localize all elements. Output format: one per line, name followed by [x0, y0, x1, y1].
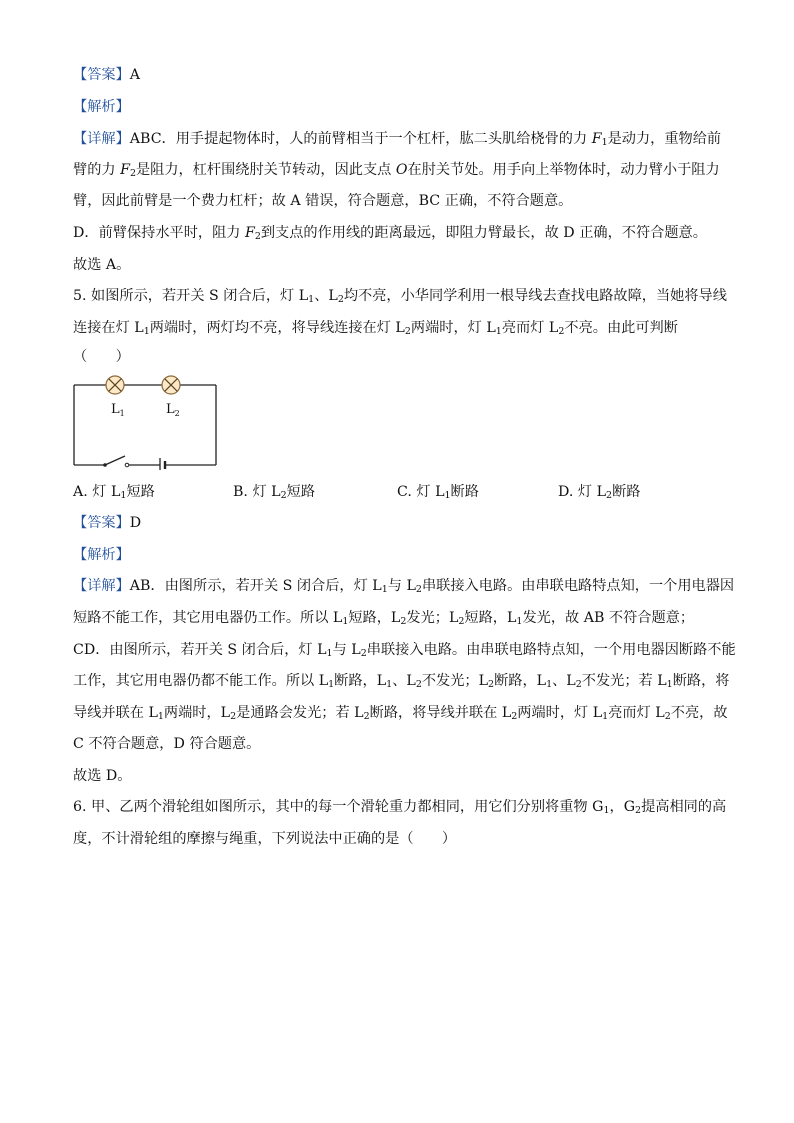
subscript: 2: [488, 679, 495, 690]
detail2-line-5: [73, 703, 728, 723]
answer-line-2: [73, 513, 723, 533]
subscript: 1: [602, 711, 609, 722]
text: 到支点的作用线的距离最远，即阻力臂最长，故 D 正确，不符合题意。: [260, 225, 707, 241]
switch-pivot: [103, 463, 107, 467]
lamp-l1-label: $L_1$: [111, 402, 125, 418]
option-b[interactable]: [233, 482, 315, 502]
subscript: 1: [495, 326, 502, 337]
question-6-line-2: 度，不计滑轮组的摩擦与绳重，下列说法中正确的是（ ）: [73, 831, 457, 847]
text: 不亮。由此可判断: [564, 320, 678, 336]
text: 短路，L: [464, 610, 517, 626]
text: 连接在灯 L: [73, 320, 144, 336]
text: 两端时，灯 L: [410, 320, 496, 336]
text: 、L: [314, 288, 338, 304]
text: 工作，其它用电器仍都不能工作。所以 L: [73, 673, 329, 689]
switch-contact: [125, 463, 129, 467]
text: 断路，将: [672, 673, 730, 689]
text: ，G: [609, 799, 636, 815]
subscript: 1: [546, 679, 553, 690]
text: 在肘关节处。用手向上举物体时，动力臂小于阻力: [407, 162, 720, 178]
subscript: 1: [603, 805, 610, 816]
switch-blade: [105, 456, 125, 465]
text: 提高相同的高: [641, 799, 727, 815]
conclusion-2: 故选 D。: [73, 768, 132, 784]
text: 断路，将导线并联在 L: [369, 705, 512, 721]
text: 两端时，两灯均不亮，将导线连接在灯 L: [149, 320, 405, 336]
text: ABC．用手提起物体时，人的前臂相当于一个杠杆，肱二头肌给桡骨的力: [129, 131, 592, 147]
text: 臂的力: [73, 162, 121, 178]
detail-line-1: [73, 129, 723, 149]
text: 亮而灯 L: [501, 320, 559, 336]
subscript: 1: [444, 490, 451, 501]
subscript: 2: [360, 648, 367, 659]
subscript: 1: [381, 584, 388, 595]
subscript: 2: [129, 168, 136, 179]
subscript: 2: [400, 616, 407, 627]
analysis-tag-2: [73, 545, 723, 565]
subscript: 2: [558, 326, 565, 337]
subscript: 1: [120, 490, 127, 501]
subscript: 1: [342, 616, 349, 627]
detail2-line-2: [73, 608, 723, 628]
text: 与 L: [332, 642, 361, 658]
analysis-tag-text: 【解析】: [73, 99, 130, 115]
text: 、L: [392, 673, 416, 689]
detail-line-2: [73, 160, 723, 180]
text: 串联接入电路。由串联电路特点知，一个用电器因: [421, 578, 735, 594]
var: F: [120, 162, 130, 178]
text: 不发光；若 L: [581, 673, 667, 689]
detail-tag: 【详解】: [73, 578, 130, 594]
detail2-line-4: [73, 671, 730, 691]
option-d[interactable]: [558, 482, 640, 502]
subscript: 2: [575, 679, 582, 690]
text: 是通路会发光；若 L: [236, 705, 364, 721]
detail-line-4: [73, 223, 723, 243]
circuit-diagram: [70, 370, 220, 470]
text: CD．由图所示，若开关 S 闭合后，灯 L: [73, 642, 327, 658]
question-5-line-1: [73, 286, 727, 306]
var: F: [591, 131, 602, 147]
conclusion-1: 故选 A。: [73, 257, 131, 273]
lamp-l1-icon: [106, 376, 124, 394]
subscript: 1: [386, 679, 393, 690]
text: 断路: [450, 484, 479, 500]
text: 是阻力，杠杆围绕肘关节转动，因此支点: [135, 162, 396, 178]
option-c[interactable]: [397, 482, 479, 502]
subscript: 2: [337, 294, 344, 305]
subscript: 1: [328, 679, 335, 690]
detail-line-3: 臂，因此前臂是一个费力杠杆；故 A 错误，符合题意，BC 正确，不符合题意。: [73, 193, 573, 209]
text: 短路不能工作，其它用电器仍工作。所以 L: [73, 610, 343, 626]
var: F: [244, 225, 255, 241]
text: 亮而灯 L: [608, 705, 665, 721]
answer-value: D: [129, 515, 142, 531]
text: A. 灯 L: [73, 484, 121, 500]
text: 串联接入电路。由串联电路特点知，一个用电器因断路不能: [366, 642, 736, 658]
subscript: 2: [363, 711, 370, 722]
answer-line: [73, 65, 723, 85]
analysis-tag: [73, 97, 723, 117]
subscript: 2: [635, 805, 642, 816]
text: 断路: [612, 484, 641, 500]
answer-value: A: [129, 67, 141, 83]
text: C. 灯 L: [397, 484, 445, 500]
text: 短路: [126, 484, 155, 500]
option-a[interactable]: [73, 482, 155, 502]
subscript: 1: [666, 679, 673, 690]
answer-tag: 【答案】: [73, 515, 130, 531]
question-5-blank: （ ）: [73, 349, 130, 365]
subscript: 1: [516, 616, 523, 627]
text: 、L: [552, 673, 576, 689]
subscript: 2: [254, 231, 261, 242]
text: B. 灯 L: [233, 484, 281, 500]
text: 短路，L: [348, 610, 401, 626]
text: 发光；L: [406, 610, 459, 626]
lamp-l2-label: $L_2$: [166, 402, 180, 418]
text: 短路: [286, 484, 316, 500]
detail2-line-6: C 不符合题意，D 符合题意。: [73, 736, 261, 752]
text: 发光，故 AB 不符合题意；: [522, 610, 695, 626]
subscript: 2: [511, 711, 518, 722]
subscript: 2: [606, 490, 613, 501]
subscript: 1: [601, 137, 608, 148]
detail2-line-1: [73, 576, 735, 596]
detail-tag: 【详解】: [73, 131, 130, 147]
lamp-l2-icon: [162, 376, 180, 394]
subscript: 2: [415, 679, 422, 690]
subscript: 1: [326, 648, 333, 659]
text: 是动力，重物给前: [607, 131, 722, 147]
subscript: 2: [415, 584, 422, 595]
question-5-line-2: [73, 318, 723, 338]
subscript: 2: [458, 616, 465, 627]
text: 两端时，L: [163, 705, 231, 721]
var: O: [395, 162, 408, 178]
text: 不亮，故: [670, 705, 728, 721]
subscript: 2: [664, 711, 671, 722]
text: 不发光；L: [421, 673, 489, 689]
text: AB．由图所示，若开关 S 闭合后，灯 L: [129, 578, 382, 594]
subscript: 2: [280, 490, 287, 501]
text: 断路，L: [494, 673, 547, 689]
text: 断路，L: [334, 673, 387, 689]
text: 6. 甲、乙两个滑轮组如图所示，其中的每一个滑轮重力都相同，用它们分别将重物 G: [73, 799, 604, 815]
subscript: 1: [308, 294, 315, 305]
answer-tag: 【答案】: [73, 67, 130, 83]
text: 导线并联在 L: [73, 705, 158, 721]
text: 两端时，灯 L: [517, 705, 603, 721]
subscript: 2: [404, 326, 411, 337]
subscript: 1: [157, 711, 164, 722]
subscript: 2: [230, 711, 237, 722]
question-6-line-1: [73, 797, 727, 817]
text: 与 L: [387, 578, 416, 594]
text: 5. 如图所示，若开关 S 闭合后，灯 L: [73, 288, 309, 304]
subscript: 1: [143, 326, 150, 337]
detail2-line-3: [73, 640, 736, 660]
text: D. 灯 L: [558, 484, 607, 500]
text: 均不亮，小华同学利用一根导线去查找电路故障，当她将导线: [343, 288, 727, 304]
text: D．前臂保持水平时，阻力: [73, 225, 245, 241]
analysis-tag-text: 【解析】: [73, 547, 130, 563]
